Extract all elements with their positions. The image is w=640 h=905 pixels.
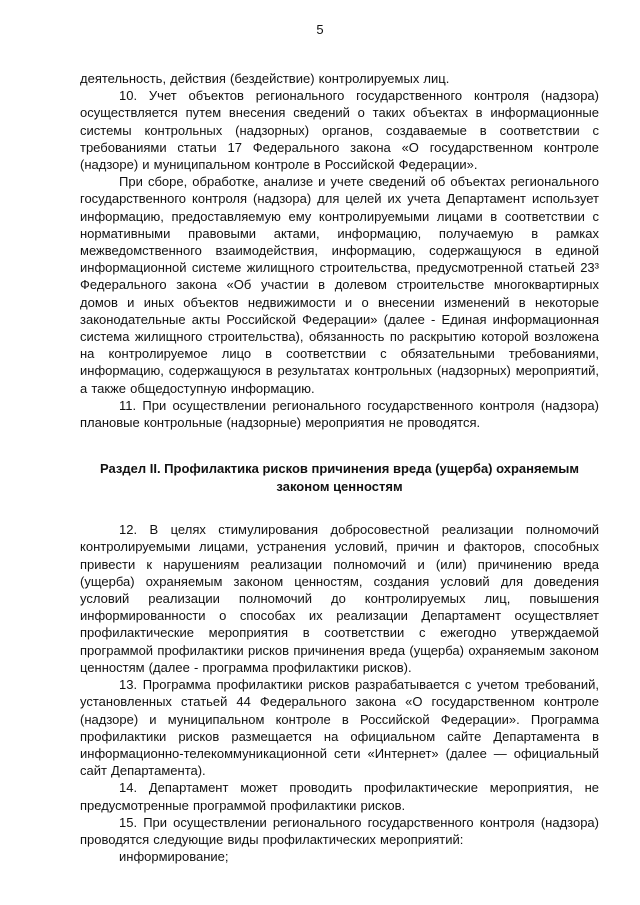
list-item-informing: информирование; (119, 849, 229, 865)
paragraph-10: 10. Учет объектов регионального государственного контроля (надзора) осуществляется путем внесения сведений о таких объектах в информационные системы контрольных (надзорных) органов, создаваемые в соответствии с требованиями статьи 17 Федерального закона «О государственном контроле (надзоре) и муниципальном контроле в Российской Федерации». (80, 88, 599, 173)
paragraph-13: 13. Программа профилактики рисков разрабатывается с учетом требований, установленных статьей 44 Федерального закона «О государственном контроле (надзоре) и муниципальном контроле в Российской Федерации». Программа профилактики рисков размещается на официальном сайте Департамента в информационно-телекоммуникационной сети «Интернет» (далее — официальный сайт Департамента). (80, 677, 599, 779)
paragraph-12: 12. В целях стимулирования добросовестной реализации полномочий контролируемыми лицами, устранения условий, причин и факторов, способных привести к нарушениям реализации полномочий и (или) причинению вреда (ущерба) охраняемым законом ценностям, создания условий для доведения условий реализации полномочий до контролируемых лиц, повышения информированности о способах их реализации Департамент осуществляет профилактические мероприятия в соответствии с ежегодно утверждаемой программой профилактики рисков причинения вреда (ущерба) охраняемым законом ценностям (далее - программа профилактики рисков). (80, 522, 599, 675)
section-heading: Раздел II. Профилактика рисков причинения вреда (ущерба) охраняемым законом ценностям (100, 461, 579, 494)
paragraph-14: 14. Департамент может проводить профилактические мероприятия, не предусмотренные программой профилактики рисков. (80, 780, 599, 813)
page-number: 5 (316, 22, 324, 37)
paragraph-10-continued: При сборе, обработке, анализе и учете сведений об объектах регионального государственного контроля (надзора) для целей их учета Департамент использует информацию, предоставляемую ему контролируемыми лицами в соответствии с нормативными правовыми актами, информацию, получаемую в рамках межведомственного взаимодействия, информацию, содержащуюся в единой информационной системе жилищного строительства, предусмотренной статьей 23³ Федерального закона «Об участии в долевом строительстве многоквартирных домов и иных объектов недвижимости и о внесении изменений в некоторые законодательные акты Российской Федерации» (далее - Единая информационная система жилищного строительства), обязанность по раскрытию которой возложена на контролируемое лицо в соответствии с обязательными требованиями, информацию, содержащуюся в результатах контрольных (надзорных) мероприятий, а также общедоступную информацию. (80, 174, 599, 396)
document-body (80, 70, 599, 865)
paragraph-11: 11. При осуществлении регионального государственного контроля (надзора) плановые контрольные (надзорные) мероприятия не проводятся. (80, 397, 599, 431)
paragraph-15: 15. При осуществлении регионального государственного контроля (надзора) проводятся следующие виды профилактических мероприятий: (80, 814, 599, 847)
paragraph-continuation: деятельность, действия (бездействие) контролируемых лиц. (80, 71, 450, 86)
